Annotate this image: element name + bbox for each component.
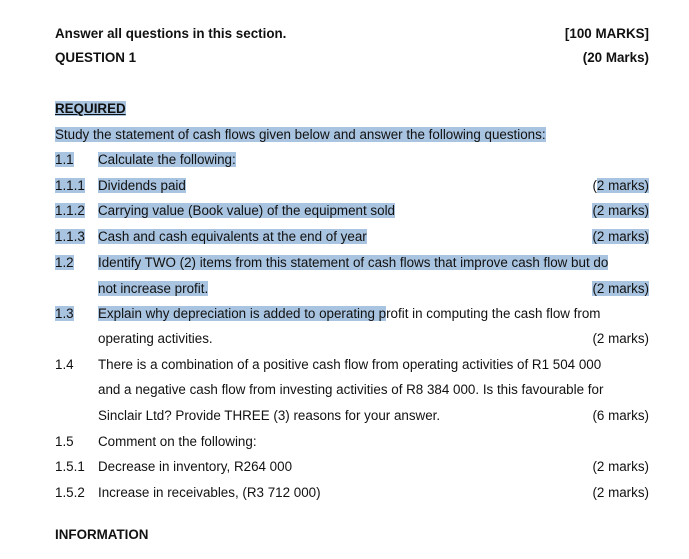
marks-text: (2 marks) (592, 203, 649, 218)
item-number (55, 151, 74, 169)
required-intro (55, 126, 546, 144)
question-title: QUESTION 1 (55, 50, 137, 65)
item-text-line1 (98, 254, 608, 272)
required-heading (55, 100, 126, 118)
item-marks: (6 marks) (592, 408, 649, 423)
intro-part-2: given below and answer the following questions: (258, 127, 546, 142)
item-text (98, 228, 367, 246)
item-text-content: Calculate the following: (98, 152, 236, 167)
item-text-line2: operating activities. (98, 331, 213, 346)
item-marks: (2 marks) (592, 178, 649, 193)
item-text-content: Identify TWO (2) items from this statement of cash flows that improve cash flow but do (98, 255, 609, 270)
item-number: 1.5.2 (55, 485, 85, 500)
item-number (55, 177, 85, 195)
item-number-text: 1.3 (55, 306, 74, 321)
item-marks (592, 280, 649, 298)
item-marks (592, 202, 649, 220)
item-number: 1.5 (55, 434, 74, 449)
marks-text: (2 marks) (592, 229, 649, 244)
item-number (55, 254, 74, 272)
marks-text: (2 marks) (592, 281, 649, 296)
item-number: 1.4 (55, 357, 74, 372)
item-number-text: 1.2 (55, 255, 74, 270)
information-heading: INFORMATION (55, 527, 149, 542)
item-marks (592, 228, 649, 246)
item-number: 1.5.1 (55, 459, 85, 474)
item-text-content: Carrying value (Book value) of the equipment sold (98, 203, 395, 218)
item-number (55, 202, 85, 220)
item-text-line1 (98, 305, 600, 323)
item-marks: (2 marks) (592, 485, 649, 500)
item-text-plain: rofit in computing the cash flow from (386, 306, 601, 321)
item-text: Comment on the following: (98, 434, 257, 449)
item-text (98, 202, 395, 220)
item-text: Decrease in inventory, R264 000 (98, 459, 293, 474)
item-number-text: 1.1 (55, 152, 74, 167)
item-text: Increase in receivables, (R3 712 000) (98, 485, 321, 500)
item-marks: (2 marks) (592, 331, 649, 346)
item-text (98, 177, 186, 195)
item-text-line1: There is a combination of a positive cash flow from operating activities of R1 504 000 (98, 357, 602, 372)
item-number (55, 305, 74, 323)
item-text-content: Cash and cash equivalents at the end of year (98, 229, 367, 244)
item-text-content: Dividends paid (98, 178, 186, 193)
total-marks: [100 MARKS] (564, 26, 649, 41)
item-number-text: 1.1.3 (55, 229, 85, 244)
marks-visible: 2 marks) (596, 178, 649, 193)
instruction-text: Answer all questions in this section. (55, 26, 287, 41)
item-text-highlighted: Explain why depreciation is added to operating p (98, 306, 387, 321)
item-number-text: 1.1.2 (55, 203, 85, 218)
question-marks: (20 Marks) (582, 50, 649, 65)
item-number (55, 228, 85, 246)
item-text-line2 (98, 280, 208, 298)
item-text-line2: and a negative cash flow from investing activities of R8 384 000. Is this favourable for (98, 382, 604, 397)
item-text-line3: Sinclair Ltd? Provide THREE (3) reasons for your answer. (98, 408, 441, 423)
required-heading-text: REQUIRED (55, 101, 126, 116)
item-text (98, 151, 236, 169)
item-text-content: not increase profit. (98, 281, 209, 296)
item-number-text: 1.1.1 (55, 178, 85, 193)
intro-part-1: Study the statement of cash flows (55, 127, 259, 142)
item-marks: (2 marks) (592, 459, 649, 474)
